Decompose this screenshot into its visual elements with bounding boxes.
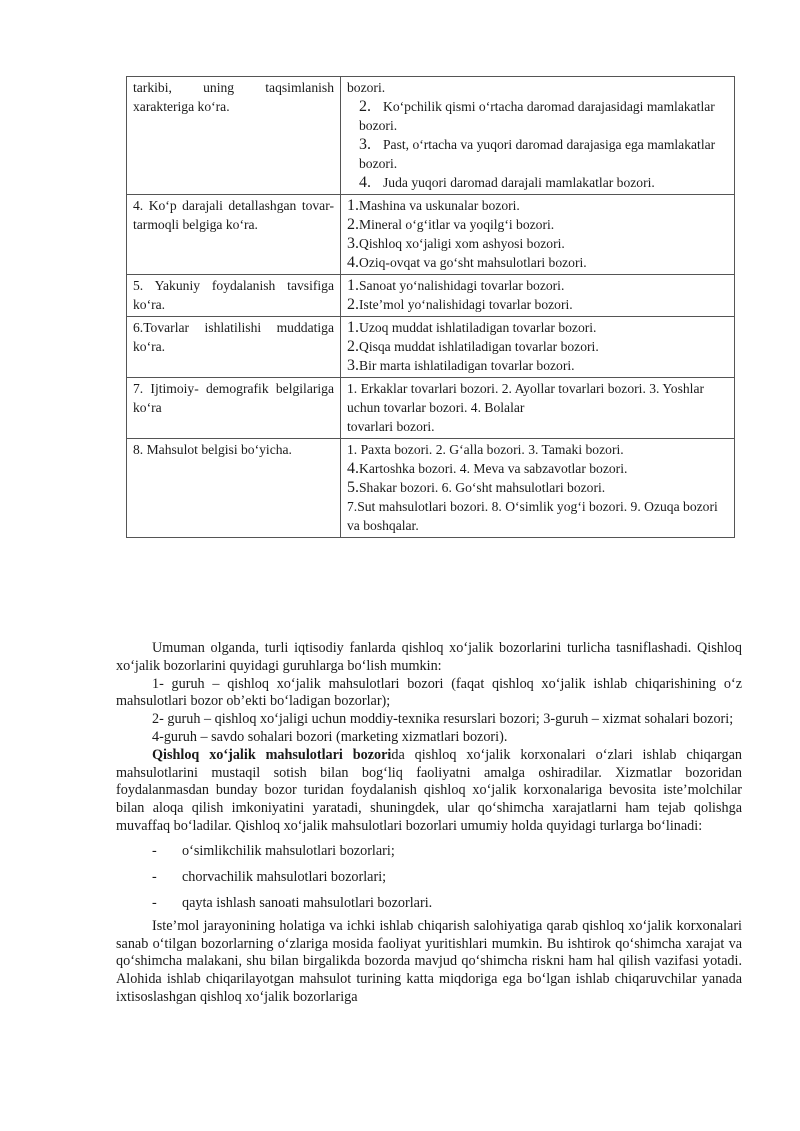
item-number: 3. [359, 136, 371, 153]
item-text: Iste’mol yo‘nalishidagi tovarlar bozori. [359, 297, 573, 312]
market-type-line [347, 253, 728, 272]
table-row [127, 195, 735, 275]
item-text: Past, o‘rtacha va yuqori daromad darajasiga ega mamlakatlar bozori. [359, 137, 716, 171]
item-text: 7.Sut mahsulotlari bozori. 8. O‘simlik yog‘i bozori. 9. Ozuqa bozori va boshqalar. [347, 499, 718, 533]
item-text: Uzoq muddat ishlatiladigan tovarlar bozori. [359, 320, 597, 335]
market-type-line [347, 135, 728, 173]
market-types-cell [341, 275, 735, 317]
bold-term: Qishloq xo‘jalik mahsulotlari bozori [152, 746, 392, 763]
bullet-list [116, 838, 742, 916]
item-number: 3. [347, 357, 359, 374]
table-row [127, 439, 735, 538]
item-number: 2. [347, 216, 359, 233]
paragraph: Iste’mol jarayonining holatiga va ichki ishlab chiqarish salohiyatiga qarab qishloq xo‘jalik korxonalari sanab o‘tilgan bozorlarning o‘zlariga mosida faoliyat yuritishlari mumkin. Bu ishtirok qo‘shimcha xarajat va qo‘shimcha malakani, shu bilan birgalikda bozorda mavjud qo‘shimcha riskni ham hal qilish vazifasi yotadi. Alohida ishlab chiqarilayotgan mahsulot turining katta miqdoriga ega bo‘lgan ishlab chiqaruvchilar yanada ixtisoslashgan qishloq xo‘jalik bozorlariga [116, 917, 742, 1005]
market-type-line [347, 173, 728, 192]
item-text: Ko‘pchilik qismi o‘rtacha daromad darajasidagi mamlakatlar bozori. [359, 99, 715, 133]
classification-table [126, 76, 735, 538]
market-type-line [347, 440, 728, 459]
market-type-line [347, 318, 728, 337]
paragraph: Umuman olganda, turli iqtisodiy fanlarda qishloq xo‘jalik bozorlarini turlicha tasniflashadi. Qishloq xo‘jalik bozorlarini quyidagi guruhlarga bo‘lish mumkin: [116, 640, 742, 674]
list-item-text: o‘simlikchilik mahsulotlari bozorlari; [182, 842, 395, 859]
bullet-dash: - [152, 842, 157, 859]
item-text: Sanoat yo‘nalishidagi tovarlar bozori. [359, 278, 565, 293]
list-item [116, 864, 742, 890]
market-type-line [347, 196, 728, 215]
table-row [127, 317, 735, 378]
market-types-cell [341, 378, 735, 439]
item-number: 2. [347, 338, 359, 355]
list-item [116, 838, 742, 864]
market-type-line [347, 78, 728, 97]
body-text [116, 640, 742, 1007]
paragraph: 2- guruh – qishloq xo‘jaligi uchun moddiy-texnika resurslari bozori; 3-guruh – xizmat sohalari bozori; [152, 711, 734, 728]
market-types-cell [341, 439, 735, 538]
item-text: Bir marta ishlatiladigan tovarlar bozori. [359, 358, 575, 373]
market-type-line [347, 276, 728, 295]
market-type-line [347, 379, 728, 417]
criterion-cell: 8. Mahsulot belgisi bo‘yicha. [127, 439, 341, 538]
market-type-line [347, 356, 728, 375]
market-types-cell [341, 195, 735, 275]
market-type-line [347, 97, 728, 135]
item-number: 1. [347, 277, 359, 294]
criterion-cell: tarkibi, uning taqsimlanish xarakteriga ko‘ra. [127, 77, 341, 195]
item-text: 1. Paxta bozori. 2. G‘alla bozori. 3. Tamaki bozori. [347, 442, 624, 457]
bullet-dash: - [152, 894, 157, 911]
market-type-line [347, 234, 728, 253]
paragraph: 4-guruh – savdo sohalari bozori (marketing xizmatlari bozori). [152, 728, 508, 745]
market-type-line [347, 215, 728, 234]
item-number: 4. [347, 460, 359, 477]
item-text: Qisqa muddat ishlatiladigan tovarlar bozori. [359, 339, 599, 354]
market-type-line [347, 417, 728, 436]
item-text: Juda yuqori daromad darajali mamlakatlar bozori. [383, 175, 655, 190]
list-item-text: chorvachilik mahsulotlari bozorlari; [182, 868, 387, 885]
market-types-cell [341, 317, 735, 378]
item-text: bozori. [347, 80, 386, 95]
item-text: Kartoshka bozori. 4. Meva va sabzavotlar bozori. [359, 461, 628, 476]
item-number: 3. [347, 235, 359, 252]
item-text: tovarlari bozori. [347, 419, 435, 434]
item-number: 5. [347, 479, 359, 496]
market-type-line [347, 337, 728, 356]
item-text: Mashina va uskunalar bozori. [359, 198, 520, 213]
item-text: Mineral o‘g‘itlar va yoqilg‘i bozori. [359, 217, 555, 232]
market-type-line [347, 459, 728, 478]
market-types-cell [341, 77, 735, 195]
item-text: 1. Erkaklar tovarlari bozori. 2. Ayollar tovarlari bozori. 3. Yoshlar uchun tovarlar bozori. 4. Bolalar [347, 381, 705, 415]
item-number: 4. [347, 254, 359, 271]
paragraph-rest: da qishloq xo‘jalik korxonalari o‘zlari ishlab chiqargan mahsulotlarini mustaqil sotish bilan bog‘liq faoliyatni amalga oshiradilar. Xizmatlar bozoridan foydalanmasdan bunday bozor turidan foydalanish qishloq xo‘jalik korxonalariga bevosita iste’molchilar bilan aloqa qilish imkoniyatini yaratadi, shuningdek, ular qo‘shimcha xarajatlarni ham tejab qolishga muvaffaq bo‘ladilar. Qishloq xo‘jalik mahsulotlari bozorlari umumiy holda quyidagi turlarga bo‘linadi: [116, 746, 742, 834]
item-number: 1. [347, 197, 359, 214]
item-number: 1. [347, 319, 359, 336]
table-row [127, 77, 735, 195]
item-text: Shakar bozori. 6. Go‘sht mahsulotlari bozori. [359, 480, 606, 495]
list-item [116, 890, 742, 916]
table-row [127, 378, 735, 439]
criterion-cell: 6.Tovarlar ishlatilishi muddatiga ko‘ra. [127, 317, 341, 378]
paragraph [116, 747, 742, 836]
criterion-cell: 4. Ko‘p darajali detallashgan tovar- tarmoqli belgiga ko‘ra. [127, 195, 341, 275]
criterion-cell: 5. Yakuniy foydalanish tavsifiga ko‘ra. [127, 275, 341, 317]
table-row [127, 275, 735, 317]
item-text: Oziq-ovqat va go‘sht mahsulotlari bozori. [359, 255, 587, 270]
market-type-line [347, 478, 728, 497]
market-type-line [347, 295, 728, 314]
item-number: 4. [359, 174, 371, 191]
item-number: 2. [347, 296, 359, 313]
paragraph: 1- guruh – qishloq xo‘jalik mahsulotlari bozori (faqat qishloq xo‘jalik ishlab chiqarishining o‘z mahsulotlari bozor ob’ekti bo‘ladigan bozorlar); [116, 675, 742, 710]
criterion-cell: 7. Ijtimoiy- demografik belgilariga ko‘ra [127, 378, 341, 439]
item-text: Qishloq xo‘jaligi xom ashyosi bozori. [359, 236, 565, 251]
market-type-line [347, 497, 728, 535]
item-number: 2. [359, 98, 371, 115]
bullet-dash: - [152, 868, 157, 885]
list-item-text: qayta ishlash sanoati mahsulotlari bozorlari. [182, 894, 433, 911]
